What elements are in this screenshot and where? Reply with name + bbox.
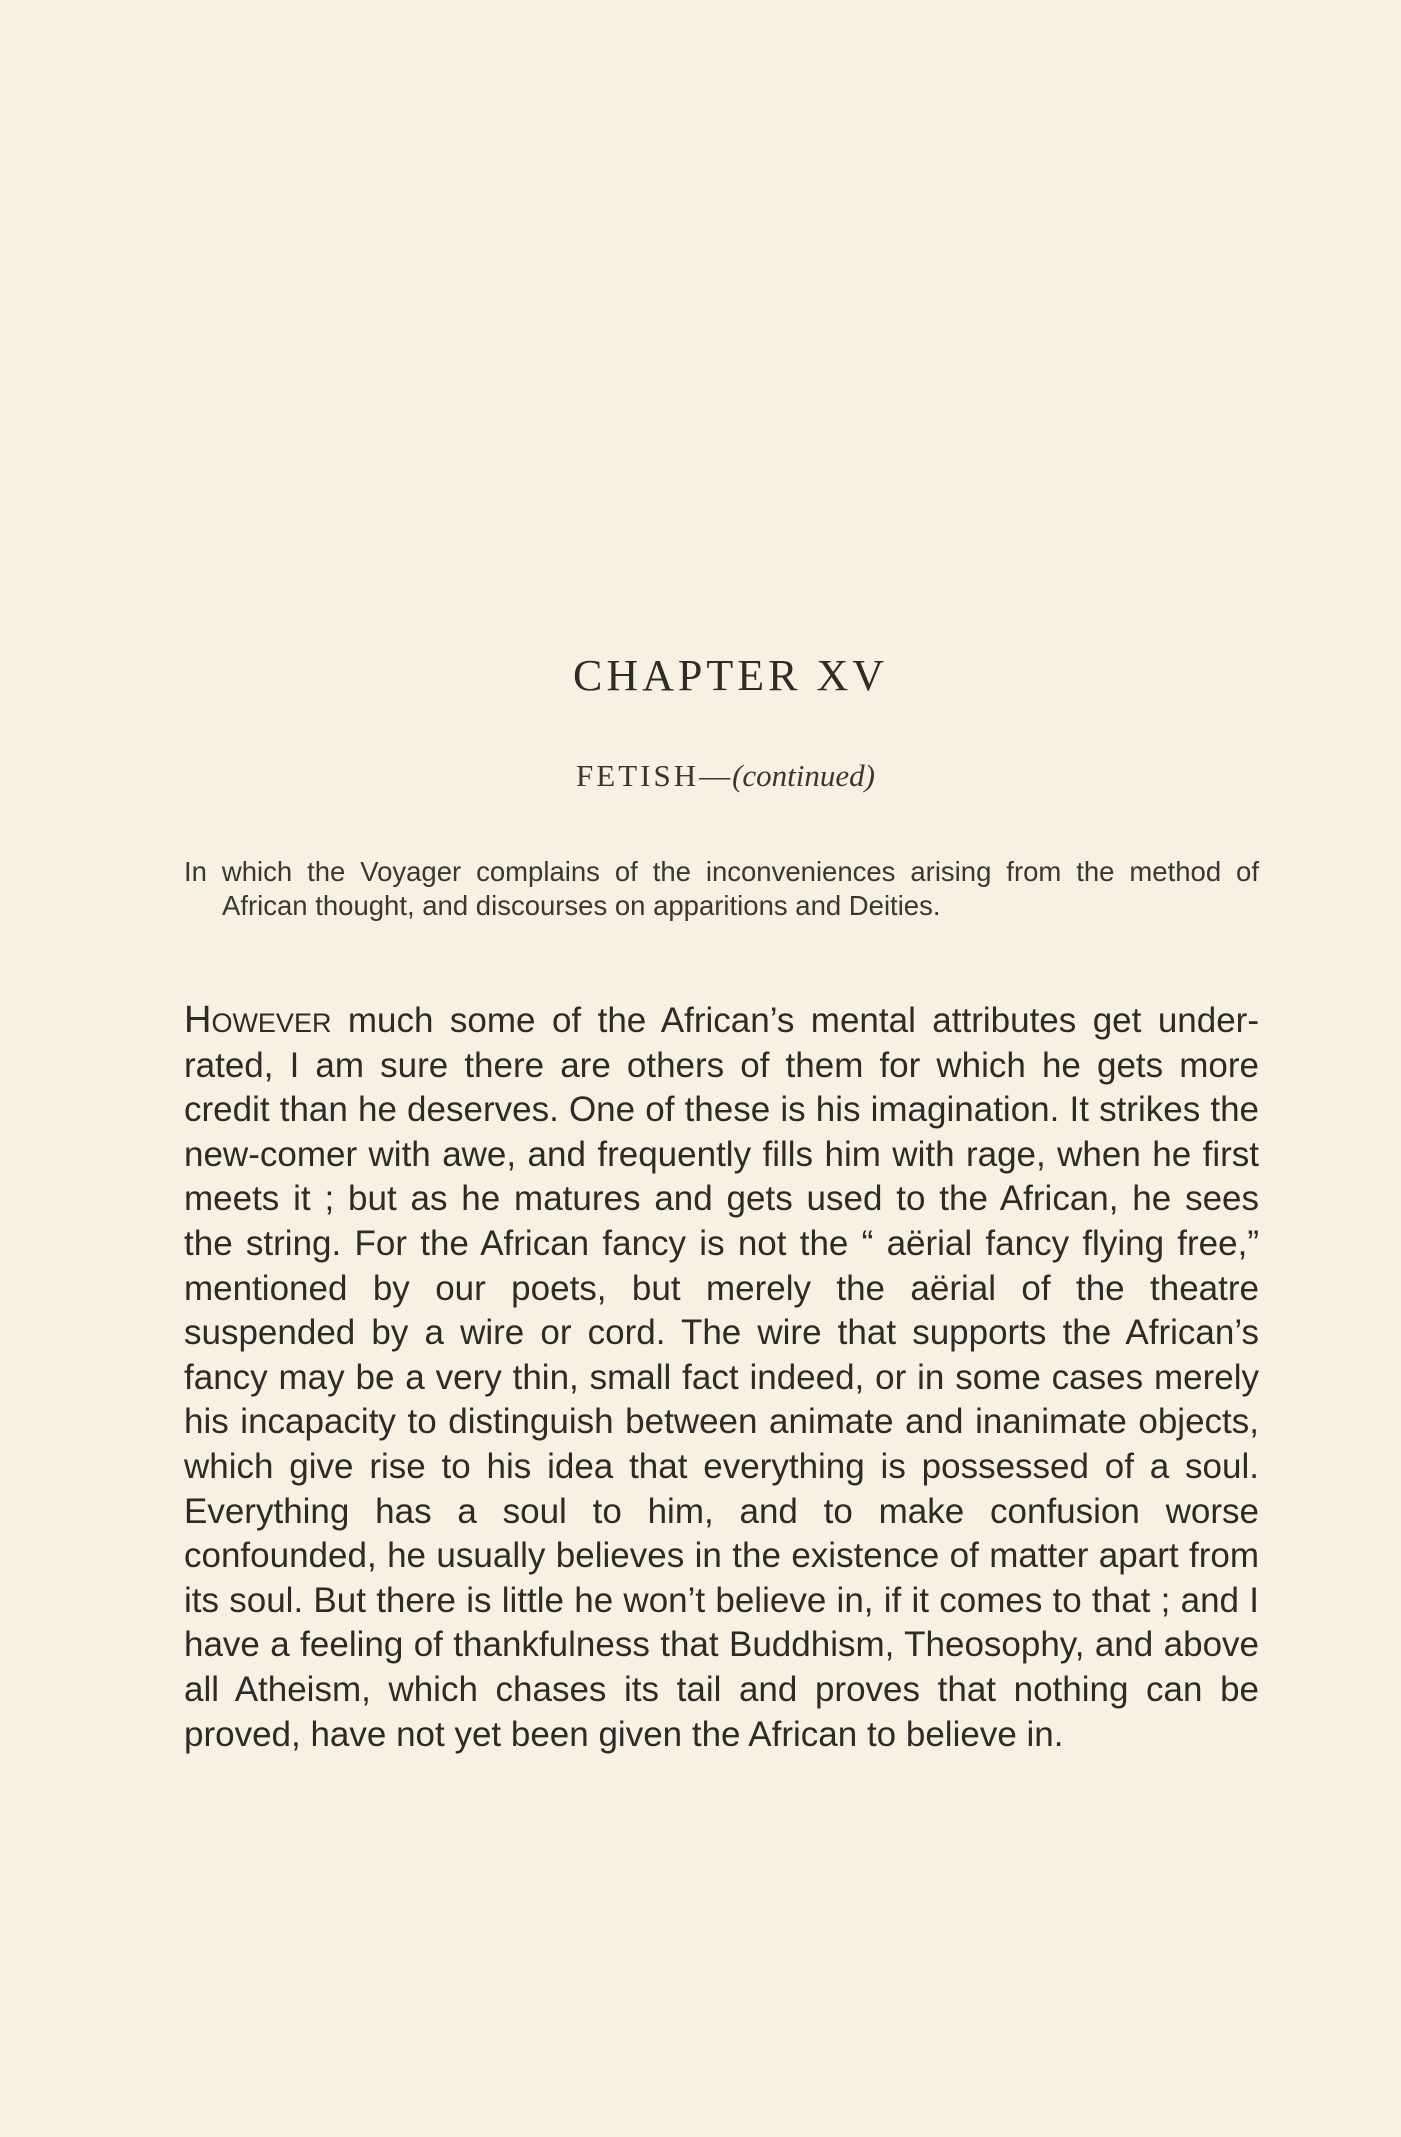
body-paragraph bbox=[184, 998, 1259, 1757]
paragraph-lead-word: However bbox=[184, 999, 332, 1041]
chapter-summary: In which the Voyager complains of the inconveniences arising from the method of African thought, and discourses on apparitions and Deities. bbox=[184, 856, 1259, 921]
subtitle-main: FETISH bbox=[576, 758, 700, 793]
paragraph-text: much some of the African’s mental attributes get under-rated, I am sure there are others of them for which he gets more credit than he deserves. One of these is his imagination. It strikes the new-comer with awe, and frequently fills him with rage, when he first meets it ; but as he matures and gets used to the African, he sees the string. For the African fancy is not the “ aërial fancy flying free,” mentioned by our poets, but merely the aërial of the theatre suspended by a wire or cord. The wire that supports the African’s fancy may be a very thin, small fact indeed, or in some cases merely his incapacity to distinguish between animate and inanimate objects, which give rise to his idea that everything is possessed of a soul. Everything has a soul to him, and to make confusion worse confounded, he usually believes in the existence of matter apart from its soul. But there is little he won’t believe in, if it comes to that ; and I have a feeling of thankfulness that Buddhism, Theosophy, and above all Atheism, which chases its tail and proves that nothing can be proved, have not yet been given the African to believe in. bbox=[184, 1001, 1259, 1754]
subtitle-dash: — bbox=[699, 758, 733, 793]
chapter-heading: CHAPTER XV bbox=[572, 651, 889, 700]
subtitle-continued: (continued) bbox=[732, 758, 875, 793]
chapter-subtitle bbox=[50, 758, 1401, 794]
